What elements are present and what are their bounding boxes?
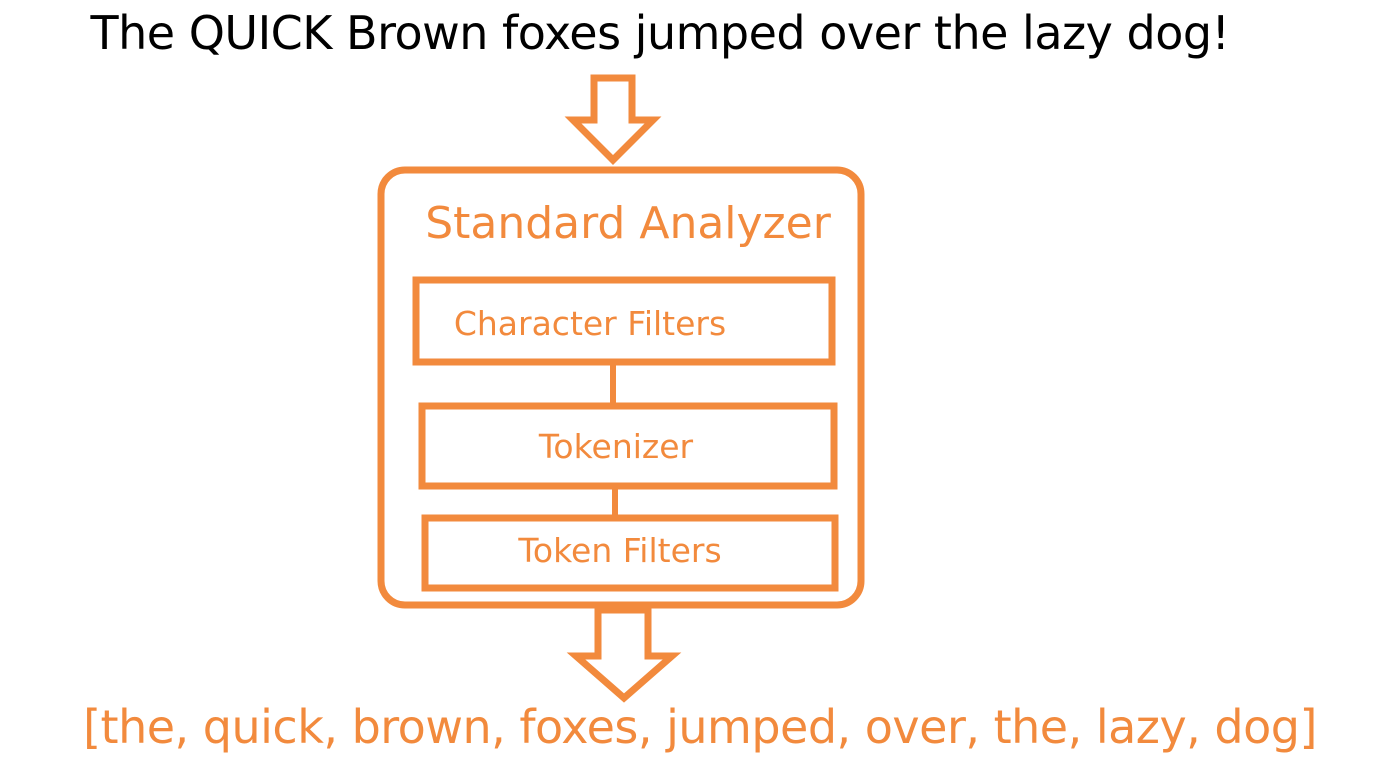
tokenizer-label: Tokenizer	[538, 427, 694, 466]
token-filters-label: Token Filters	[518, 531, 722, 570]
character-filters-label: Character Filters	[453, 304, 727, 343]
down-arrow-icon	[573, 78, 653, 160]
down-arrow-icon	[576, 610, 672, 698]
output-tokens: [the, quick, brown, foxes, jumped, over, the, lazy, dog]	[83, 700, 1317, 754]
input-sentence: The QUICK Brown foxes jumped over the lazy dog!	[90, 6, 1230, 60]
analyzer-title: Standard Analyzer	[425, 198, 831, 249]
